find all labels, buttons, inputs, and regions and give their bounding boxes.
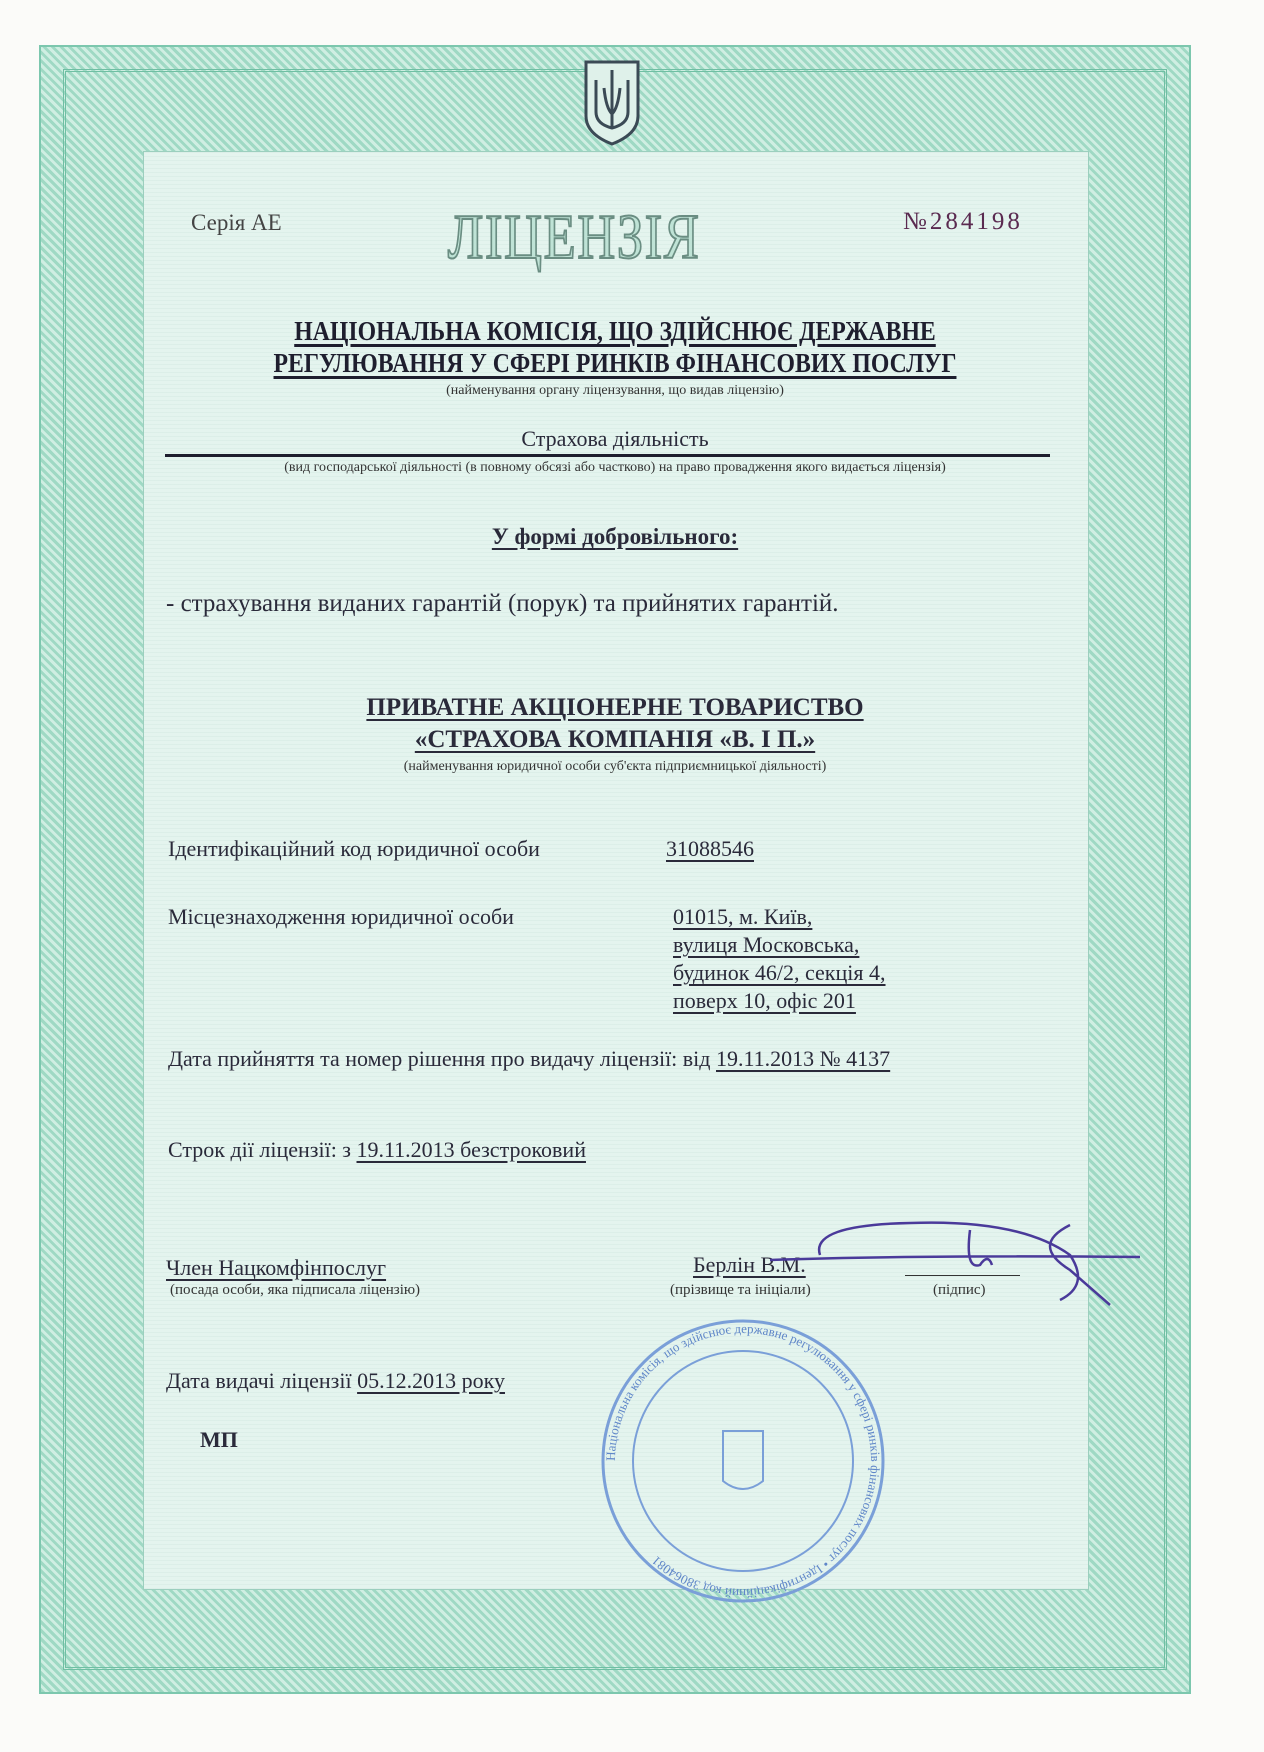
id-code-label: Ідентифікаційний код юридичної особи bbox=[168, 836, 540, 861]
validity-value: 19.11.2013 безстроковий bbox=[356, 1137, 586, 1162]
id-code-value: 31088546 bbox=[666, 836, 754, 861]
authority-caption: (найменування органу ліцензування, що видав ліцензію) bbox=[446, 383, 784, 398]
validity-label: Строк дії ліцензії: з bbox=[168, 1137, 351, 1162]
decision-row bbox=[168, 1046, 890, 1072]
series-label: Серія АЕ bbox=[191, 210, 282, 235]
issue-date-value: 05.12.2013 року bbox=[357, 1368, 505, 1393]
address-line: 01015, м. Київ, bbox=[673, 904, 813, 929]
stamp-text: Національна комісія, що здійснює державне регулювання у сфері ринків фінансових послуг • Ідентифікаційний код 38064081 bbox=[602, 1320, 884, 1602]
document-title: ЛІЦЕНЗІЯ bbox=[447, 201, 701, 272]
issue-date-row bbox=[166, 1368, 505, 1394]
decision-label: Дата прийняття та номер рішення про видачу ліцензії: від bbox=[168, 1046, 711, 1071]
company-line-1: ПРИВАТНЕ АКЦІОНЕРНЕ ТОВАРИСТВО bbox=[366, 694, 864, 721]
handwritten-signature bbox=[770, 1215, 1150, 1315]
address-line: вулиця Московська, bbox=[673, 932, 860, 957]
official-stamp bbox=[600, 1318, 886, 1604]
address-label: Місцезнаходження юридичної особи bbox=[168, 904, 514, 929]
decision-value: 19.11.2013 № 4137 bbox=[716, 1046, 891, 1071]
seal-mark: МП bbox=[200, 1427, 238, 1452]
address-line: поверх 10, офіс 201 bbox=[673, 988, 856, 1013]
authority-line-2: РЕГУЛЮВАННЯ У СФЕРІ РИНКІВ ФІНАНСОВИХ ПОСЛУГ bbox=[273, 348, 957, 378]
validity-row bbox=[168, 1137, 586, 1163]
company-caption: (найменування юридичної особи суб'єкта підприємницької діяльності) bbox=[403, 759, 827, 774]
activity-caption: (вид господарської діяльності (в повному обсязі або частково) на право провадження якого видається ліцензія) bbox=[284, 460, 946, 475]
issue-date-label: Дата видачі ліцензії bbox=[166, 1368, 352, 1393]
activity-underline bbox=[165, 454, 1050, 457]
license-number: №284198 bbox=[903, 208, 1023, 235]
signatory-position-caption: (посада особи, яка підписала ліцензію) bbox=[170, 1282, 421, 1298]
form-heading: У формі добровільного: bbox=[491, 524, 739, 549]
activity-value: Страхова діяльність bbox=[521, 426, 709, 451]
signatory-name: Берлін В.М. bbox=[693, 1252, 806, 1277]
address-line: будинок 46/2, секція 4, bbox=[673, 960, 886, 985]
coat-of-arms-icon bbox=[582, 58, 642, 146]
company-line-2: «СТРАХОВА КОМПАНІЯ «В. І П.» bbox=[414, 726, 816, 753]
signature-caption: (підпис) bbox=[933, 1282, 986, 1298]
insurance-scope: - страхування виданих гарантій (порук) та прийнятих гарантій. bbox=[166, 590, 839, 617]
signatory-position: Член Нацкомфінпослуг bbox=[166, 1255, 387, 1280]
signatory-name-caption: (прізвище та ініціали) bbox=[670, 1282, 811, 1298]
authority-line-1: НАЦІОНАЛЬНА КОМІСІЯ, ЩО ЗДІЙСНЮЄ ДЕРЖАВНЕ bbox=[294, 316, 936, 346]
